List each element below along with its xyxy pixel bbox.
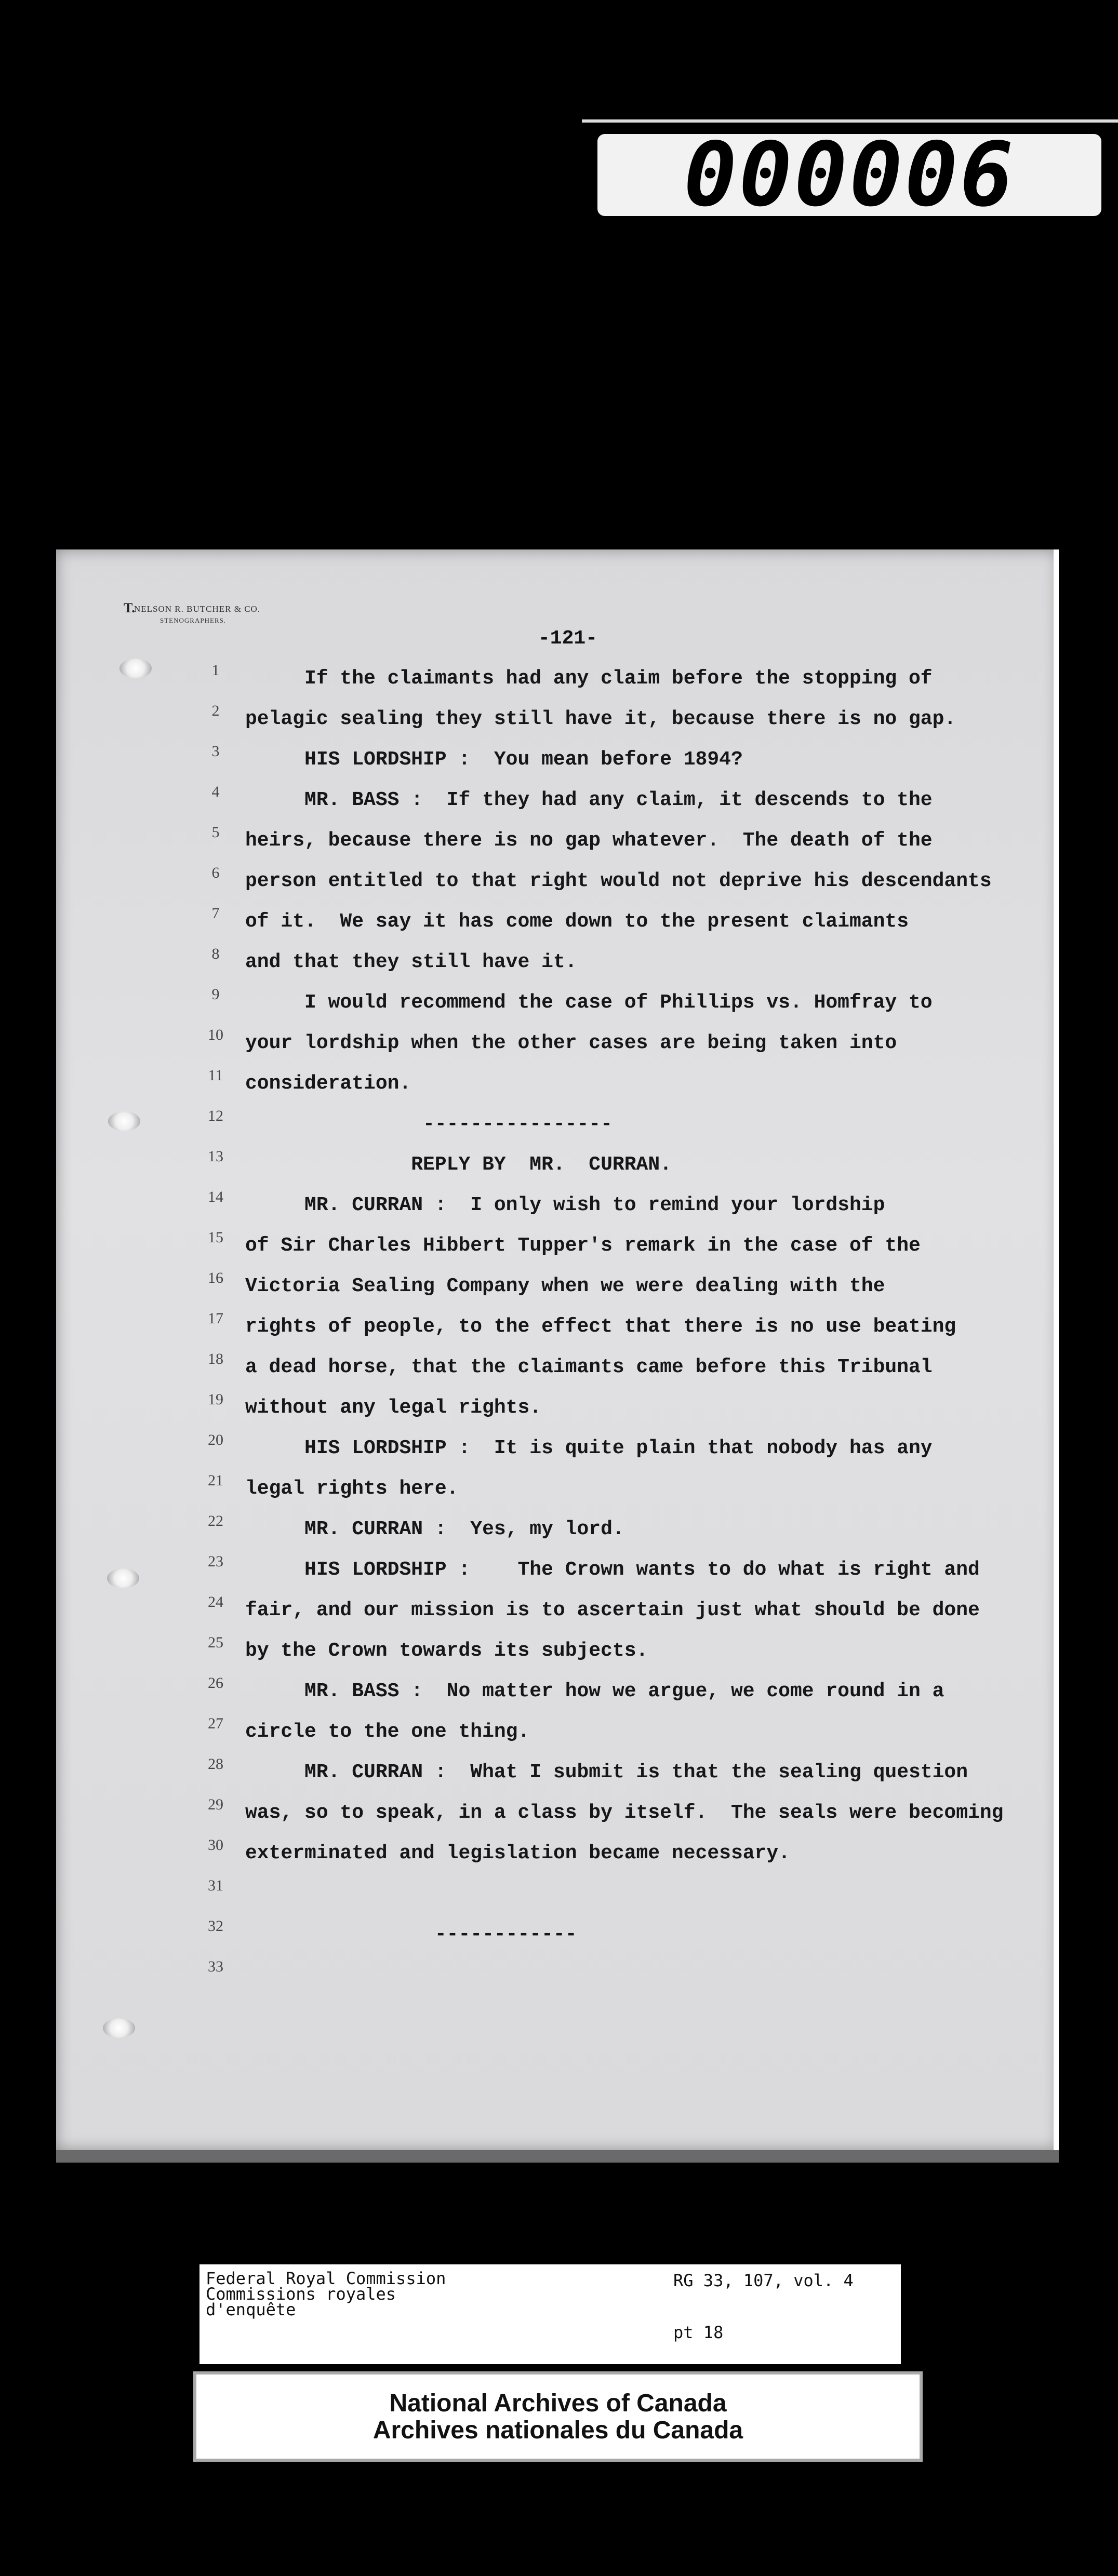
line-number: 30 [208, 1836, 223, 1854]
transcript-line: by the Crown towards its subjects. [245, 1640, 648, 1662]
archive-label [199, 2264, 901, 2364]
line-number: 26 [208, 1674, 223, 1692]
transcript-line: ------------ [245, 1923, 577, 1946]
archives-name-french: Archives nationales du Canada [372, 2417, 743, 2444]
document-page [56, 549, 1059, 2163]
line-number: 9 [211, 986, 220, 1003]
line-number: 14 [208, 1188, 223, 1205]
transcript-line: was, so to speak, in a class by itself. The seals were becoming [245, 1802, 1004, 1824]
transcript-line: ---------------- [245, 1113, 613, 1135]
line-number: 17 [208, 1310, 223, 1327]
line-number: 3 [211, 743, 220, 760]
transcript-line: heirs, because there is no gap whatever. The death of the [245, 829, 933, 852]
line-number: 25 [208, 1634, 223, 1651]
punch-hole [107, 1568, 139, 1588]
transcript-line: I would recommend the case of Phillips vs. Homfray to [245, 991, 933, 1014]
transcript-line: pelagic sealing they still have it, because there is no gap. [245, 708, 956, 730]
line-number: 10 [208, 1026, 223, 1043]
letterhead-subtitle: STENOGRAPHERS. [160, 616, 227, 624]
line-number: 8 [211, 945, 220, 962]
line-number: 23 [208, 1553, 223, 1570]
page-number: -121- [538, 627, 598, 650]
line-number: 4 [211, 783, 220, 800]
archive-label-line: Federal Royal Commission [206, 2269, 446, 2288]
archive-part: pt 18 [673, 2323, 724, 2342]
transcript-line: legal rights here. [245, 1478, 459, 1500]
archive-reference: RG 33, 107, vol. 4 [673, 2271, 854, 2290]
line-number: 19 [208, 1391, 223, 1408]
transcript-line: exterminated and legislation became necessary. [245, 1842, 790, 1864]
archive-label-reference-block [673, 2271, 854, 2342]
line-number: 27 [208, 1715, 223, 1732]
line-number-column [177, 663, 255, 2000]
transcript-line: rights of people, to the effect that there is no use beating [245, 1316, 956, 1338]
letterhead-name: NELSON R. BUTCHER & CO. [134, 604, 261, 614]
transcript-line: and that they still have it. [245, 951, 577, 973]
transcript-line: of it. We say it has come down to the present claimants [245, 910, 909, 933]
archives-stamp [193, 2371, 923, 2462]
line-number: 18 [208, 1350, 223, 1367]
transcript-line: your lordship when the other cases are being taken into [245, 1032, 897, 1054]
line-number: 5 [211, 824, 220, 841]
transcript-line: REPLY BY MR. CURRAN. [245, 1153, 672, 1176]
line-number: 22 [208, 1512, 223, 1530]
line-number: 29 [208, 1796, 223, 1813]
transcript-line: consideration. [245, 1072, 411, 1095]
line-number: 33 [208, 1958, 223, 1975]
line-number: 13 [208, 1148, 223, 1165]
transcript-line: MR. BASS : No matter how we argue, we come round in a [245, 1680, 944, 1702]
line-number: 1 [211, 662, 220, 679]
punch-hole [103, 2018, 135, 2038]
line-number: 16 [208, 1269, 223, 1286]
transcript-line: of Sir Charles Hibbert Tupper's remark in the case of the [245, 1235, 921, 1257]
transcript-line [245, 1882, 1045, 1923]
line-number: 31 [208, 1877, 223, 1894]
punch-hole [119, 659, 152, 678]
line-number: 11 [208, 1067, 223, 1084]
punch-hole [108, 1111, 140, 1131]
frame-number: 000006 [597, 134, 1101, 216]
line-number: 20 [208, 1431, 223, 1448]
transcript-line: MR. CURRAN : I only wish to remind your lordship [245, 1194, 885, 1216]
line-number: 6 [211, 864, 220, 881]
line-number: 7 [211, 905, 220, 922]
archive-label-line: d'enquête [206, 2300, 296, 2319]
transcript-line [245, 1963, 1045, 2004]
letterhead-mark: T. [124, 600, 135, 615]
transcript-line: HIS LORDSHIP : You mean before 1894? [245, 748, 743, 771]
line-number: 28 [208, 1755, 223, 1773]
line-number: 15 [208, 1229, 223, 1246]
line-number: 12 [208, 1107, 223, 1124]
transcript-line: HIS LORDSHIP : It is quite plain that nobody has any [245, 1437, 933, 1459]
transcript-text [245, 667, 1045, 2004]
archive-label-line: Commissions royales [206, 2284, 396, 2304]
transcript-line: a dead horse, that the claimants came before this Tribunal [245, 1356, 933, 1378]
line-number: 21 [208, 1472, 223, 1489]
transcript-line: Victoria Sealing Company when we were dealing with the [245, 1275, 885, 1297]
transcript-line: circle to the one thing. [245, 1721, 530, 1743]
transcript-line: If the claimants had any claim before the stopping of [245, 667, 933, 690]
line-number: 24 [208, 1593, 223, 1611]
transcript-line: person entitled to that right would not deprive his descendants [245, 870, 992, 892]
transcript-line: fair, and our mission is to ascertain just what should be done [245, 1599, 980, 1621]
line-number: 32 [208, 1917, 223, 1935]
archives-name-english: National Archives of Canada [389, 2390, 727, 2417]
archive-label-collection [206, 2271, 446, 2317]
line-number: 2 [211, 702, 220, 719]
transcript-line: HIS LORDSHIP : The Crown wants to do what is right and [245, 1559, 980, 1581]
transcript-line: MR. CURRAN : What I submit is that the sealing question [245, 1761, 968, 1783]
transcript-line: MR. BASS : If they had any claim, it descends to the [245, 789, 933, 811]
transcript-line: without any legal rights. [245, 1397, 542, 1419]
letterhead [134, 603, 260, 626]
transcript-line: MR. CURRAN : Yes, my lord. [245, 1518, 624, 1540]
